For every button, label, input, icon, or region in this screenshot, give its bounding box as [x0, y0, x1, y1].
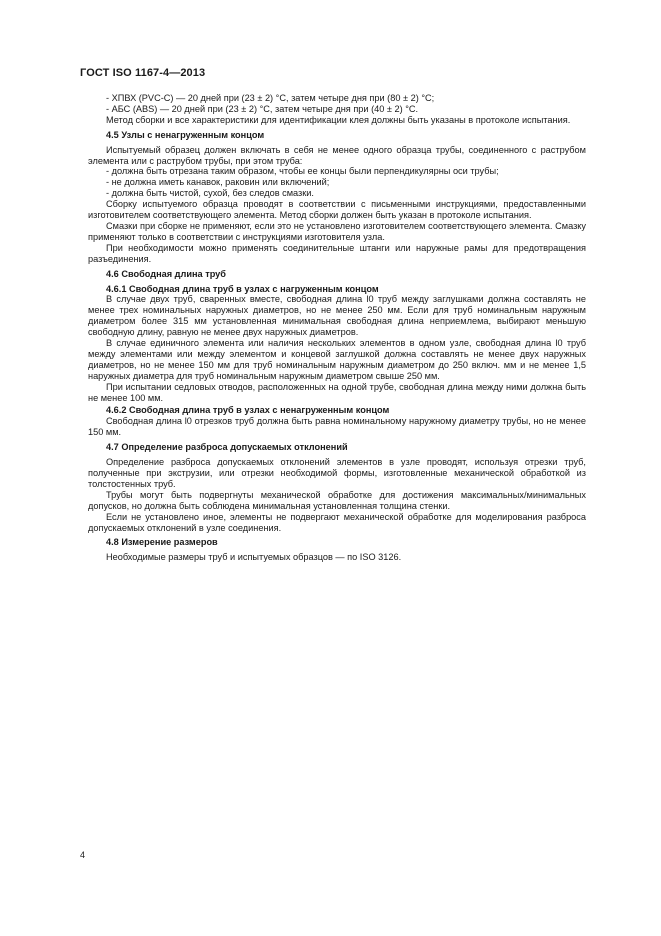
page-number: 4 [80, 850, 86, 860]
paragraph: В случае единичного элемента или наличия нескольких элементов в одном узле, свободная длина l0 труб между элементами или между элементом и концевой заглушкой должна составлять не менее двух наружных диаметров, но не менее 150 мм для труб номинальным наружным диаметром до 250 включ. мм и не менее 1,5 наружных диаметра для труб номинальным наружным диаметром свыше 250 мм. [88, 338, 586, 381]
list-item: - должна быть чистой, сухой, без следов смазки. [106, 188, 314, 199]
list-item: - не должна иметь канавок, раковин или включений; [106, 177, 330, 188]
section-heading-4-5: 4.5 Узлы с ненагруженным концом [106, 129, 265, 140]
paragraph: Необходимые размеры труб и испытуемых образцов — по ISO 3126. [106, 552, 402, 563]
section-heading-4-8: 4.8 Измерение размеров [106, 537, 218, 548]
section-heading-4-6: 4.6 Свободная длина труб [106, 268, 226, 279]
paragraph: Трубы могут быть подвергнуты механической обработке для достижения максимальных/минимальных допусков, но должна быть соблюдена минимальная установленная толщина стенки. [88, 489, 586, 511]
paragraph: В случае двух труб, сваренных вместе, свободная длина l0 труб между заглушками должна составлять не менее трех номинальных наружных диаметров, но не менее 250 мм. Если для труб номинальным наружным диаметром более 315 мм установленная минимальная свободная длина неприемлема, выбирают меньшую свободную длину, равную не менее двух наружных диаметров. [88, 294, 586, 338]
section-heading-4-7: 4.7 Определение разброса допускаемых отклонений [106, 442, 348, 453]
paragraph: При испытании седловых отводов, расположенных на одной трубе, свободная длина между ними должна быть не менее 100 мм. [88, 381, 586, 403]
standard-header: ГОСТ ISO 1167-4—2013 [80, 67, 206, 79]
paragraph: Метод сборки и все характеристики для идентификации клея должны быть указаны в протоколе испытания. [106, 114, 571, 125]
document-body [88, 93, 586, 563]
paragraph: Определение разброса допускаемых отклонений элементов в узле проводят, используя отрезки труб, полученные при экструзии, или отрезки необходимой формы, изготовленные механической обработкой из толстостенных труб. [88, 457, 586, 489]
list-item: - ХПВХ (PVC-C) — 20 дней при (23 ± 2) °С, затем четыре дня при (80 ± 2) °С; [106, 93, 435, 103]
paragraph: Свободная длина l0 отрезков труб должна быть равна номинальному наружному диаметру трубы, но не менее 150 мм. [88, 416, 586, 438]
list-item: - должна быть отрезана таким образом, чтобы ее концы были перпендикулярны оси трубы; [106, 166, 499, 177]
subsection-heading-4-6-1: 4.6.1 Свободная длина труб в узлах с нагруженным концом [106, 283, 379, 294]
paragraph: При необходимости можно применять соединительные штанги или наружные рамы для предотвращения разъединения. [88, 242, 586, 264]
paragraph: Смазки при сборке не применяют, если это не установлено изготовителем соответствующего элемента. Смазку применяют только в соответствии с инструкциями изготовителя узла. [88, 220, 586, 242]
paragraph: Если не установлено иное, элементы не подвергают механической обработке для моделирования разброса допускаемых отклонений в узле соединения. [88, 511, 586, 533]
list-item: - АБС (ABS) — 20 дней при (23 ± 2) °С, затем четыре дня при (40 ± 2) °С. [106, 103, 419, 114]
subsection-heading-4-6-2: 4.6.2 Свободная длина труб в узлах с ненагруженным концом [106, 405, 390, 416]
paragraph: Испытуемый образец должен включать в себя не менее одного образца трубы, соединенного с раструбом элемента или с раструбом трубы, при этом труба: [88, 144, 586, 166]
paragraph: Сборку испытуемого образца проводят в соответствии с письменными инструкциями, предоставленными изготовителем соответствующего элемента. Метод сборки должен быть указан в протоколе испытания. [88, 199, 586, 221]
